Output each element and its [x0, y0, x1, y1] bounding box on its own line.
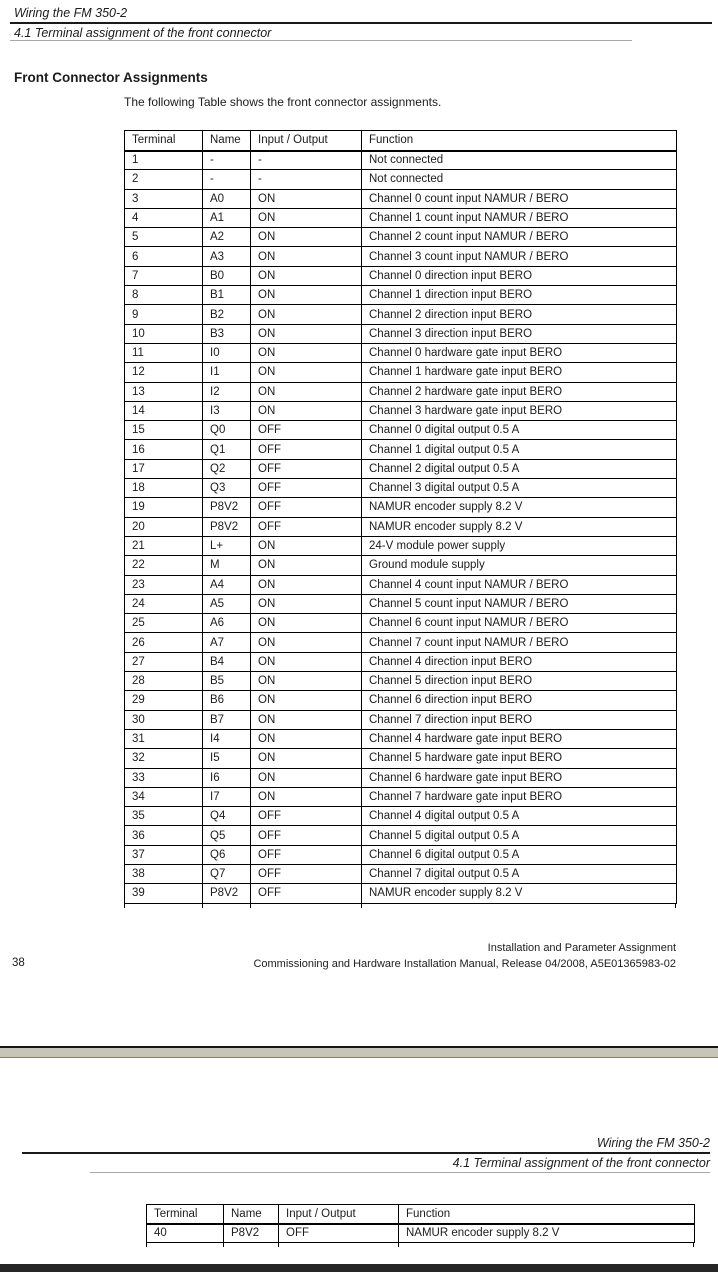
table-cutoff-stub — [398, 1243, 399, 1247]
table-row — [125, 826, 677, 845]
table-row — [125, 633, 677, 652]
table-cell: 10 — [125, 324, 203, 343]
table-cell: 13 — [125, 382, 203, 401]
table-cell: Q7 — [203, 864, 251, 883]
table-cell: P8V2 — [224, 1224, 279, 1243]
table-cutoff-stub — [146, 1243, 147, 1247]
table-cell: Channel 0 digital output 0.5 A — [362, 421, 677, 440]
table-row — [125, 343, 677, 362]
table-cell: ON — [251, 575, 362, 594]
table-cell: 12 — [125, 363, 203, 382]
table-cell: 30 — [125, 710, 203, 729]
table-row — [125, 594, 677, 613]
table-cell: ON — [251, 401, 362, 420]
table-body — [147, 1224, 695, 1243]
table-cell: NAMUR encoder supply 8.2 V — [362, 884, 677, 903]
table-cell: ON — [251, 286, 362, 305]
table-cell: OFF — [279, 1224, 399, 1243]
table-cell: 32 — [125, 749, 203, 768]
page-separator — [0, 1046, 718, 1058]
table-cell: 39 — [125, 884, 203, 903]
table-cell: NAMUR encoder supply 8.2 V — [399, 1224, 695, 1243]
table-cell: 21 — [125, 536, 203, 555]
table-cell: 19 — [125, 498, 203, 517]
running-header-chapter: Wiring the FM 350-2 — [14, 6, 128, 20]
table-cell: ON — [251, 768, 362, 787]
table-cutoff-stub — [223, 1243, 224, 1247]
table-cell: ON — [251, 247, 362, 266]
table-cell: Channel 2 hardware gate input BERO — [362, 382, 677, 401]
table-row — [125, 710, 677, 729]
table-cell: ON — [251, 652, 362, 671]
table-cell: Channel 5 hardware gate input BERO — [362, 749, 677, 768]
column-header: Name — [203, 131, 251, 151]
footer-imprint-line1: Installation and Parameter Assignment — [487, 942, 676, 954]
table-row — [125, 498, 677, 517]
table-cell: - — [251, 151, 362, 170]
table-cell: 2 — [125, 170, 203, 189]
table-row — [125, 170, 677, 189]
table-cell: Channel 7 hardware gate input BERO — [362, 787, 677, 806]
table-cell: A4 — [203, 575, 251, 594]
table-cell: M — [203, 556, 251, 575]
table-row — [125, 864, 677, 883]
table-cell: A5 — [203, 594, 251, 613]
column-header: Terminal — [147, 1205, 224, 1224]
table-cell: 40 — [147, 1224, 224, 1243]
table-cell: Q4 — [203, 807, 251, 826]
table-cell: Q3 — [203, 479, 251, 498]
table-cell: ON — [251, 710, 362, 729]
table-cell: B1 — [203, 286, 251, 305]
table-row — [125, 517, 677, 536]
table-cell: 33 — [125, 768, 203, 787]
table-cell: B6 — [203, 691, 251, 710]
table-row — [125, 768, 677, 787]
front-connector-table-continued — [146, 1204, 695, 1243]
table-row — [125, 672, 677, 691]
table-cell: ON — [251, 266, 362, 285]
table-cell: A3 — [203, 247, 251, 266]
table-row — [125, 421, 677, 440]
intro-text: The following Table shows the front connector assignments. — [124, 95, 442, 109]
table-row — [125, 479, 677, 498]
table-cell: OFF — [251, 884, 362, 903]
table-cell: Channel 3 count input NAMUR / BERO — [362, 247, 677, 266]
table-cell: 23 — [125, 575, 203, 594]
table-row — [125, 787, 677, 806]
table-cell: NAMUR encoder supply 8.2 V — [362, 498, 677, 517]
table-cell: Channel 0 direction input BERO — [362, 266, 677, 285]
table-cell: OFF — [251, 807, 362, 826]
table-row — [125, 536, 677, 555]
running-header-section: 4.1 Terminal assignment of the front connector — [14, 26, 272, 40]
table-cell: 29 — [125, 691, 203, 710]
table-cell: ON — [251, 556, 362, 575]
table-cell: ON — [251, 594, 362, 613]
table-cell: Channel 5 direction input BERO — [362, 672, 677, 691]
table-cell: Channel 2 digital output 0.5 A — [362, 459, 677, 478]
table-cell: 4 — [125, 208, 203, 227]
table-cell: P8V2 — [203, 498, 251, 517]
table-cell: ON — [251, 749, 362, 768]
header-subrule — [90, 1172, 710, 1173]
table-row — [125, 749, 677, 768]
table-cell: ON — [251, 614, 362, 633]
table-cell: 18 — [125, 479, 203, 498]
table-cell: ON — [251, 208, 362, 227]
table-cell: Channel 7 digital output 0.5 A — [362, 864, 677, 883]
table-cell: Channel 7 direction input BERO — [362, 710, 677, 729]
table-cell: ON — [251, 787, 362, 806]
table-cell: 31 — [125, 729, 203, 748]
table-cutoff-stub — [278, 1243, 279, 1247]
table-cell: 27 — [125, 652, 203, 671]
footer-imprint-line2: Commissioning and Hardware Installation Manual, Release 04/2008, A5E01365983-02 — [253, 957, 676, 970]
table-cell: OFF — [251, 421, 362, 440]
table-cell: ON — [251, 324, 362, 343]
table-cell: Q1 — [203, 440, 251, 459]
header-subrule — [10, 40, 632, 41]
table-cell: OFF — [251, 517, 362, 536]
table-cell: 24 — [125, 594, 203, 613]
table-row — [125, 440, 677, 459]
column-header: Function — [362, 131, 677, 151]
table-row — [125, 729, 677, 748]
table-cutoff-stub — [361, 904, 362, 908]
table-cell: B3 — [203, 324, 251, 343]
table-cell: Channel 6 hardware gate input BERO — [362, 768, 677, 787]
table-cell: - — [203, 170, 251, 189]
table-row — [125, 189, 677, 208]
table-header — [147, 1205, 695, 1224]
table-cell: ON — [251, 672, 362, 691]
table-row — [125, 575, 677, 594]
table-cell: Channel 6 count input NAMUR / BERO — [362, 614, 677, 633]
table-cell: Channel 3 digital output 0.5 A — [362, 479, 677, 498]
table-cell: 17 — [125, 459, 203, 478]
table-body — [125, 151, 677, 904]
table-cell: ON — [251, 363, 362, 382]
table-cell: 6 — [125, 247, 203, 266]
table-cell: - — [203, 151, 251, 170]
table-cell: 36 — [125, 826, 203, 845]
table-cell: A6 — [203, 614, 251, 633]
table-cell: ON — [251, 691, 362, 710]
table-row — [125, 266, 677, 285]
table-cell: ON — [251, 729, 362, 748]
table-cell: B5 — [203, 672, 251, 691]
table-cell: I1 — [203, 363, 251, 382]
table-cell: 14 — [125, 401, 203, 420]
table-cell: 37 — [125, 845, 203, 864]
table-cell: 22 — [125, 556, 203, 575]
table-cell: OFF — [251, 498, 362, 517]
table-cell: Channel 3 direction input BERO — [362, 324, 677, 343]
table-cell: Q0 — [203, 421, 251, 440]
table-row — [125, 382, 677, 401]
table-cell: Not connected — [362, 151, 677, 170]
table-row — [125, 459, 677, 478]
table-cell: A7 — [203, 633, 251, 652]
table-cutoff-stub — [675, 904, 676, 908]
table-row — [147, 1224, 695, 1243]
table-header-row — [147, 1205, 695, 1224]
table-cell: B4 — [203, 652, 251, 671]
front-connector-table — [124, 130, 677, 904]
table-row — [125, 208, 677, 227]
table-cell: L+ — [203, 536, 251, 555]
table-row — [125, 807, 677, 826]
column-header: Name — [224, 1205, 279, 1224]
table-cell: ON — [251, 189, 362, 208]
table-cell: 11 — [125, 343, 203, 362]
table-cell: Not connected — [362, 170, 677, 189]
table-cell: ON — [251, 382, 362, 401]
table-row — [125, 845, 677, 864]
table-cell: Channel 1 hardware gate input BERO — [362, 363, 677, 382]
table-cell: Channel 2 count input NAMUR / BERO — [362, 228, 677, 247]
header-rule — [10, 22, 712, 24]
table-cell: OFF — [251, 826, 362, 845]
table-cell: 15 — [125, 421, 203, 440]
table-cell: I7 — [203, 787, 251, 806]
table-cell: Channel 1 direction input BERO — [362, 286, 677, 305]
column-header: Terminal — [125, 131, 203, 151]
table-cell: 35 — [125, 807, 203, 826]
table-cell: B2 — [203, 305, 251, 324]
table-row — [125, 286, 677, 305]
table-cell: OFF — [251, 479, 362, 498]
table-cell: ON — [251, 305, 362, 324]
table-cell: 24-V module power supply — [362, 536, 677, 555]
table-row — [125, 884, 677, 903]
table-cell: I4 — [203, 729, 251, 748]
section-heading: Front Connector Assignments — [14, 70, 208, 85]
table-cutoff-stub — [693, 1243, 694, 1247]
table-row — [125, 556, 677, 575]
table-row — [125, 247, 677, 266]
table-cell: Channel 1 digital output 0.5 A — [362, 440, 677, 459]
table-row — [125, 401, 677, 420]
table-row — [125, 305, 677, 324]
table-cell: Channel 4 direction input BERO — [362, 652, 677, 671]
table-header-row — [125, 131, 677, 151]
table-cell: 1 — [125, 151, 203, 170]
column-header: Input / Output — [279, 1205, 399, 1224]
table-cell: 5 — [125, 228, 203, 247]
table-cutoff-stub — [124, 904, 125, 908]
table-cell: 8 — [125, 286, 203, 305]
table-cell: Channel 0 count input NAMUR / BERO — [362, 189, 677, 208]
footer-imprint — [253, 941, 676, 972]
table-cell: Channel 5 count input NAMUR / BERO — [362, 594, 677, 613]
running-header-chapter: Wiring the FM 350-2 — [596, 1136, 710, 1150]
table-row — [125, 363, 677, 382]
table-cell: 28 — [125, 672, 203, 691]
table-cell: ON — [251, 536, 362, 555]
table-cell: P8V2 — [203, 517, 251, 536]
table-cell: Q6 — [203, 845, 251, 864]
table-cell: Q2 — [203, 459, 251, 478]
table-cell: A1 — [203, 208, 251, 227]
next-page-separator — [0, 1264, 718, 1272]
table-cell: NAMUR encoder supply 8.2 V — [362, 517, 677, 536]
table-cell: Channel 2 direction input BERO — [362, 305, 677, 324]
table-cell: A0 — [203, 189, 251, 208]
table-cell: ON — [251, 228, 362, 247]
table-cell: 7 — [125, 266, 203, 285]
table-cell: I0 — [203, 343, 251, 362]
table-row — [125, 151, 677, 170]
running-header-section: 4.1 Terminal assignment of the front connector — [452, 1156, 710, 1170]
column-header: Function — [399, 1205, 695, 1224]
table-cell: Channel 4 digital output 0.5 A — [362, 807, 677, 826]
table-cell: B0 — [203, 266, 251, 285]
table-row — [125, 652, 677, 671]
table-cell: 34 — [125, 787, 203, 806]
table-cell: B7 — [203, 710, 251, 729]
table-cell: Channel 6 digital output 0.5 A — [362, 845, 677, 864]
table-cell: I6 — [203, 768, 251, 787]
table-cell: OFF — [251, 459, 362, 478]
table-cell: Channel 1 count input NAMUR / BERO — [362, 208, 677, 227]
table-cell: OFF — [251, 845, 362, 864]
table-cell: Channel 4 hardware gate input BERO — [362, 729, 677, 748]
table-cell: 16 — [125, 440, 203, 459]
table-cell: 26 — [125, 633, 203, 652]
table-cell: I2 — [203, 382, 251, 401]
table-cell: 9 — [125, 305, 203, 324]
header-rule — [22, 1152, 710, 1154]
table-row — [125, 614, 677, 633]
table-row — [125, 691, 677, 710]
table-cell: Channel 4 count input NAMUR / BERO — [362, 575, 677, 594]
table-cell: Channel 3 hardware gate input BERO — [362, 401, 677, 420]
table-cell: Channel 6 direction input BERO — [362, 691, 677, 710]
table-cell: 25 — [125, 614, 203, 633]
page-number: 38 — [12, 957, 25, 969]
table-cell: Ground module supply — [362, 556, 677, 575]
table-cell: Channel 5 digital output 0.5 A — [362, 826, 677, 845]
table-row — [125, 228, 677, 247]
table-cell: OFF — [251, 864, 362, 883]
table-header — [125, 131, 677, 151]
table-cell: - — [251, 170, 362, 189]
table-cell: I5 — [203, 749, 251, 768]
table-cell: 3 — [125, 189, 203, 208]
table-cell: I3 — [203, 401, 251, 420]
table-cell: 38 — [125, 864, 203, 883]
table-row — [125, 324, 677, 343]
table-cell: Q5 — [203, 826, 251, 845]
table-cell: 20 — [125, 517, 203, 536]
table-cutoff-stub — [202, 904, 203, 908]
table-cell: ON — [251, 633, 362, 652]
table-cell: OFF — [251, 440, 362, 459]
table-cell: Channel 7 count input NAMUR / BERO — [362, 633, 677, 652]
table-cell: ON — [251, 343, 362, 362]
table-cutoff-stub — [250, 904, 251, 908]
table-cell: Channel 0 hardware gate input BERO — [362, 343, 677, 362]
table-cell: A2 — [203, 228, 251, 247]
column-header: Input / Output — [251, 131, 362, 151]
table-cell: P8V2 — [203, 884, 251, 903]
